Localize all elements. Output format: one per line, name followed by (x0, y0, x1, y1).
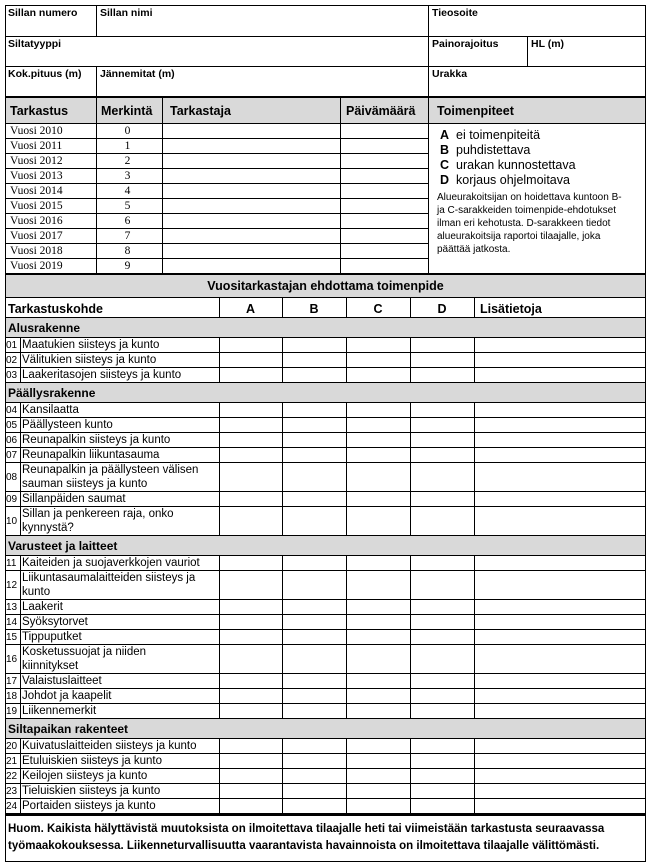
cell-lisa-input[interactable] (475, 463, 645, 491)
col-tarkastaja: Tarkastaja (170, 104, 231, 118)
proposal-title: Vuositarkastajan ehdottama toimenpide (207, 279, 444, 293)
item-number: 10 (6, 515, 18, 527)
cell-d-input[interactable] (411, 338, 474, 352)
item-number: 07 (6, 449, 18, 461)
cell-b-input[interactable] (283, 507, 346, 535)
cell-a-input[interactable] (220, 704, 282, 718)
item-text: Liikuntasaumalaitteiden siisteys ja (22, 572, 196, 584)
item-text: Reunapalkin liikuntasauma (22, 449, 160, 461)
cell-b-input[interactable] (283, 368, 346, 382)
proposal-title-line (5, 297, 646, 298)
cell-d-input[interactable] (411, 403, 474, 417)
item-num-line (20, 556, 21, 719)
item-text: Syöksytorvet (22, 616, 88, 628)
item-text: kiinnitykset (22, 660, 79, 672)
paivamaara-input[interactable] (341, 244, 428, 259)
cell-c-input[interactable] (347, 463, 410, 491)
sillan-numero-label: Sillan numero (8, 7, 78, 19)
proposal-col-line (219, 338, 220, 383)
cell-a-input[interactable] (220, 769, 282, 783)
cell-a-input[interactable] (220, 784, 282, 798)
toimenpiteet-title: Toimenpiteet (437, 104, 514, 118)
item-text: Kansilaatta (22, 404, 79, 416)
legend-item (440, 143, 530, 157)
proposal-col-line (474, 556, 475, 719)
cell-b-input[interactable] (283, 448, 346, 462)
proposal-col-line (346, 338, 347, 383)
cell-b-input[interactable] (283, 463, 346, 491)
cell-d-input[interactable] (411, 418, 474, 432)
year-label: Vuosi 2015 (10, 200, 63, 212)
item-text: Reunapalkin siisteys ja kunto (22, 434, 171, 446)
cell-d-input[interactable] (411, 448, 474, 462)
cell-c-input[interactable] (347, 403, 410, 417)
cell-lisa-input[interactable] (475, 615, 645, 629)
cell-d-input[interactable] (411, 769, 474, 783)
cell-a-input[interactable] (220, 507, 282, 535)
item-number: 15 (6, 631, 18, 643)
year-label: Vuosi 2019 (10, 260, 63, 272)
year-mark: 2 (124, 155, 131, 167)
year-mark: 6 (124, 215, 131, 227)
cell-b-input[interactable] (283, 571, 346, 599)
header-divider (5, 36, 646, 37)
item-text: Laakerit (22, 601, 63, 613)
proposal-col-line (219, 556, 220, 719)
cell-d-input[interactable] (411, 492, 474, 506)
tarkastaja-input[interactable] (163, 214, 340, 229)
paivamaara-input[interactable] (341, 229, 428, 244)
header-divider (5, 66, 646, 67)
cell-a-input[interactable] (220, 739, 282, 753)
cell-a-input[interactable] (220, 674, 282, 688)
tarkastaja-input[interactable] (163, 244, 340, 259)
item-text: Välitukien siisteys ja kunto (22, 354, 157, 366)
paivamaara-input[interactable] (341, 259, 428, 274)
legend-code: B (440, 143, 450, 157)
cell-a-input[interactable] (220, 799, 282, 813)
hl-label: HL (m) (531, 38, 565, 50)
cell-a-input[interactable] (220, 571, 282, 599)
year-label: Vuosi 2018 (10, 245, 63, 257)
cell-a-input[interactable] (220, 689, 282, 703)
proposal-col-line (219, 297, 220, 317)
cell-lisa-input[interactable] (475, 674, 645, 688)
cell-a-input[interactable] (220, 403, 282, 417)
cell-a-input[interactable] (220, 556, 282, 570)
cell-d-input[interactable] (411, 571, 474, 599)
legend-item (440, 173, 570, 187)
year-mark: 4 (124, 185, 131, 197)
item-number: 22 (6, 770, 18, 782)
item-text: Kuivatuslaitteiden siisteys ja kunto (22, 740, 197, 752)
cell-b-input[interactable] (283, 630, 346, 644)
proposal-col-line (282, 403, 283, 536)
cell-a-input[interactable] (220, 433, 282, 447)
item-number: 16 (6, 653, 18, 665)
paivamaara-input[interactable] (341, 214, 428, 229)
cell-c-input[interactable] (347, 353, 410, 367)
cell-a-input[interactable] (220, 615, 282, 629)
header-divider (527, 36, 528, 66)
year-mark: 3 (124, 170, 131, 182)
proposal-col-line (219, 739, 220, 814)
cell-b-input[interactable] (283, 689, 346, 703)
cell-d-input[interactable] (411, 689, 474, 703)
cell-lisa-input[interactable] (475, 784, 645, 798)
item-number: 12 (6, 579, 18, 591)
item-text: Maatukien siisteys ja kunto (22, 339, 160, 351)
cell-c-input[interactable] (347, 645, 410, 673)
item-number: 03 (6, 369, 18, 381)
item-number: 21 (6, 755, 18, 767)
section-header-bg (6, 318, 645, 337)
cell-lisa-input[interactable] (475, 556, 645, 570)
legend-code: C (440, 158, 450, 172)
cell-b-input[interactable] (283, 645, 346, 673)
cell-c-input[interactable] (347, 754, 410, 768)
cell-b-input[interactable] (283, 492, 346, 506)
tarkastaja-input[interactable] (163, 199, 340, 214)
cell-b-input[interactable] (283, 338, 346, 352)
item-text: Liikennemerkit (22, 705, 97, 717)
cell-b-input[interactable] (283, 418, 346, 432)
kok-pituus-label: Kok.pituus (m) (8, 68, 82, 80)
legend-text: ei toimenpiteitä (456, 128, 541, 142)
item-number: 20 (6, 740, 18, 752)
item-num-line (20, 403, 21, 536)
proposal-col-line (346, 556, 347, 719)
year-mark: 0 (124, 125, 131, 137)
cell-b-input[interactable] (283, 674, 346, 688)
paivamaara-input[interactable] (341, 199, 428, 214)
proposal-col-line (474, 739, 475, 814)
proposal-col-line (410, 403, 411, 536)
cell-d-input[interactable] (411, 799, 474, 813)
item-text: Tippuputket (22, 631, 82, 643)
item-number: 04 (6, 404, 18, 416)
cell-lisa-input[interactable] (475, 353, 645, 367)
tarkastaja-input[interactable] (163, 124, 340, 139)
col-tarkastuskohde: Tarkastuskohde (8, 302, 103, 316)
urakka-label: Urakka (432, 68, 468, 80)
header-divider (96, 5, 97, 36)
paivamaara-input[interactable] (341, 124, 428, 139)
cell-b-input[interactable] (283, 556, 346, 570)
paivamaara-input[interactable] (341, 184, 428, 199)
year-mark: 9 (124, 260, 131, 272)
item-text: Valaistuslaitteet (22, 675, 102, 687)
col-b: B (309, 302, 319, 316)
cell-c-input[interactable] (347, 492, 410, 506)
paivamaara-input[interactable] (341, 139, 428, 154)
cell-c-input[interactable] (347, 630, 410, 644)
item-number: 09 (6, 493, 18, 505)
legend-item (440, 128, 540, 142)
paivamaara-input[interactable] (341, 169, 428, 184)
cell-d-input[interactable] (411, 630, 474, 644)
cell-a-input[interactable] (220, 338, 282, 352)
section-title: Alusrakenne (8, 321, 81, 335)
cell-c-input[interactable] (347, 769, 410, 783)
cell-lisa-input[interactable] (475, 338, 645, 352)
year-mark: 5 (124, 200, 131, 212)
cell-a-input[interactable] (220, 353, 282, 367)
paivamaara-input[interactable] (341, 154, 428, 169)
item-text: Päällysteen kunto (22, 419, 113, 431)
section-header-bg (6, 383, 645, 402)
tarkastaja-input[interactable] (163, 259, 340, 274)
cell-d-input[interactable] (411, 645, 474, 673)
cell-d-input[interactable] (411, 754, 474, 768)
proposal-col-line (410, 739, 411, 814)
proposal-col-line (410, 338, 411, 383)
cell-c-input[interactable] (347, 704, 410, 718)
cell-c-input[interactable] (347, 674, 410, 688)
section-title: Siltapaikan rakenteet (8, 722, 129, 736)
cell-lisa-input[interactable] (475, 645, 645, 673)
cell-b-input[interactable] (283, 799, 346, 813)
siltatyyppi-label: Siltatyyppi (8, 38, 62, 50)
item-text: kynnystä? (22, 522, 74, 534)
cell-a-input[interactable] (220, 645, 282, 673)
item-text: Kosketussuojat ja niiden (22, 646, 147, 658)
item-text: Etuluiskien siisteys ja kunto (22, 755, 162, 767)
item-number: 06 (6, 434, 18, 446)
item-text: Reunapalkin ja päällysteen välisen (22, 464, 199, 476)
cell-lisa-input[interactable] (475, 418, 645, 432)
footer-line: työmaakokouksessa. Liikenneturvallisuutta vaarantavista havainnoista on ilmoitettava tilaajalle välittömästi. (8, 840, 600, 852)
proposal-col-line (282, 739, 283, 814)
item-text: Sillanpäiden saumat (22, 493, 126, 505)
cell-lisa-input[interactable] (475, 433, 645, 447)
col-tarkastus: Tarkastus (10, 104, 69, 118)
tarkastaja-input[interactable] (163, 169, 340, 184)
item-num-line (20, 338, 21, 383)
legend-note-line: Alueurakoitsijan on hoidettava kuntoon B- (437, 192, 622, 203)
proposal-col-line (474, 338, 475, 383)
tarkastaja-input[interactable] (163, 139, 340, 154)
proposal-col-line (282, 556, 283, 719)
col-lisatietoja: Lisätietoja (480, 302, 542, 316)
cell-a-input[interactable] (220, 492, 282, 506)
item-text: Laakeritasojen siisteys ja kunto (22, 369, 182, 381)
cell-b-input[interactable] (283, 754, 346, 768)
col-a: A (245, 302, 256, 316)
cell-d-input[interactable] (411, 600, 474, 614)
cell-b-input[interactable] (283, 433, 346, 447)
cell-lisa-input[interactable] (475, 769, 645, 783)
painorajoitus-label: Painorajoitus (432, 38, 499, 50)
cell-d-input[interactable] (411, 463, 474, 491)
cell-d-input[interactable] (411, 784, 474, 798)
proposal-col-line (346, 739, 347, 814)
cell-b-input[interactable] (283, 739, 346, 753)
legend-code: D (440, 173, 450, 187)
legend-note-line: päättää jatkosta. (437, 244, 511, 255)
year-label: Vuosi 2010 (10, 125, 63, 137)
item-number: 11 (6, 557, 17, 569)
inspection-col-line (428, 97, 429, 273)
header-divider (96, 66, 97, 96)
cell-lisa-input[interactable] (475, 368, 645, 382)
cell-d-input[interactable] (411, 556, 474, 570)
tarkastaja-input[interactable] (163, 184, 340, 199)
item-number: 24 (6, 800, 18, 812)
cell-lisa-input[interactable] (475, 704, 645, 718)
cell-d-input[interactable] (411, 353, 474, 367)
item-text: Kaiteiden ja suojaverkkojen vauriot (22, 557, 200, 569)
cell-c-input[interactable] (347, 556, 410, 570)
cell-b-input[interactable] (283, 403, 346, 417)
cell-lisa-input[interactable] (475, 571, 645, 599)
cell-lisa-input[interactable] (475, 739, 645, 753)
cell-a-input[interactable] (220, 754, 282, 768)
footer-line: Huom. Kaikista hälyttävistä muutoksista on ilmoitettava tilaajalle heti tai viimeistään tarkastusta seuraavassa (8, 823, 605, 835)
cell-b-input[interactable] (283, 615, 346, 629)
item-number: 23 (6, 785, 18, 797)
year-label: Vuosi 2017 (10, 230, 63, 242)
cell-b-input[interactable] (283, 600, 346, 614)
legend-text: korjaus ohjelmoitava (456, 173, 570, 187)
cell-c-input[interactable] (347, 571, 410, 599)
legend-item (440, 158, 576, 172)
year-label: Vuosi 2012 (10, 155, 63, 167)
cell-lisa-input[interactable] (475, 507, 645, 535)
cell-b-input[interactable] (283, 704, 346, 718)
cell-c-input[interactable] (347, 338, 410, 352)
item-num-line (20, 739, 21, 814)
proposal-col-line (282, 297, 283, 317)
cell-a-input[interactable] (220, 630, 282, 644)
year-label: Vuosi 2011 (10, 140, 63, 152)
proposal-col-line (474, 297, 475, 317)
proposal-col-line (282, 338, 283, 383)
cell-b-input[interactable] (283, 353, 346, 367)
item-number: 02 (6, 354, 18, 366)
item-number: 14 (6, 616, 18, 628)
item-text: Johdot ja kaapelit (22, 690, 112, 702)
item-number: 08 (6, 471, 18, 483)
item-number: 19 (6, 705, 18, 717)
cell-d-input[interactable] (411, 674, 474, 688)
item-text: Sillan ja penkereen raja, onko (22, 508, 174, 520)
section-title: Päällysrakenne (8, 386, 96, 400)
cell-lisa-input[interactable] (475, 600, 645, 614)
cell-c-input[interactable] (347, 368, 410, 382)
sillan-nimi-label: Sillan nimi (100, 7, 153, 19)
col-merkinta: Merkintä (101, 104, 153, 118)
cell-c-input[interactable] (347, 507, 410, 535)
cell-lisa-input[interactable] (475, 799, 645, 813)
cell-lisa-input[interactable] (475, 630, 645, 644)
cell-c-input[interactable] (347, 784, 410, 798)
section-title: Varusteet ja laitteet (8, 539, 118, 553)
cell-a-input[interactable] (220, 448, 282, 462)
cell-a-input[interactable] (220, 463, 282, 491)
tarkastaja-input[interactable] (163, 229, 340, 244)
cell-d-input[interactable] (411, 433, 474, 447)
cell-lisa-input[interactable] (475, 492, 645, 506)
year-label: Vuosi 2014 (10, 185, 63, 197)
item-text: Keilojen siisteys ja kunto (22, 770, 148, 782)
year-mark: 1 (124, 140, 131, 152)
proposal-col-line (346, 403, 347, 536)
legend-code: A (440, 128, 450, 142)
cell-d-input[interactable] (411, 507, 474, 535)
inspection-top-line (5, 96, 646, 98)
cell-lisa-input[interactable] (475, 448, 645, 462)
legend-note-line: ilman eri kehotusta. D-sarakkeen tiedot (437, 218, 611, 229)
tieosoite-label: Tieosoite (432, 7, 478, 19)
item-number: 01 (6, 339, 18, 351)
proposal-col-line (410, 556, 411, 719)
legend-text: urakan kunnostettava (456, 158, 576, 172)
cell-a-input[interactable] (220, 368, 282, 382)
cell-c-input[interactable] (347, 689, 410, 703)
col-c: C (373, 302, 383, 316)
cell-c-input[interactable] (347, 600, 410, 614)
proposal-col-line (410, 297, 411, 317)
legend-note-line: alueurakoitsija raportoi tilaajalle, joka (437, 231, 601, 242)
item-number: 13 (6, 601, 18, 613)
tarkastaja-input[interactable] (163, 154, 340, 169)
cell-b-input[interactable] (283, 784, 346, 798)
cell-d-input[interactable] (411, 704, 474, 718)
cell-c-input[interactable] (347, 433, 410, 447)
cell-lisa-input[interactable] (475, 403, 645, 417)
header-divider (428, 5, 429, 96)
item-text: kunto (22, 586, 51, 598)
legend-note-line: ja C-sarakkeiden toimenpide-ehdotukset (437, 205, 616, 216)
year-mark: 8 (124, 245, 131, 257)
cell-c-input[interactable] (347, 615, 410, 629)
col-paivamaara: Päivämäärä (346, 104, 416, 118)
legend-text: puhdistettava (456, 143, 531, 157)
proposal-col-line (346, 297, 347, 317)
cell-c-input[interactable] (347, 418, 410, 432)
cell-d-input[interactable] (411, 739, 474, 753)
cell-a-input[interactable] (220, 418, 282, 432)
cell-d-input[interactable] (411, 368, 474, 382)
cell-c-input[interactable] (347, 799, 410, 813)
cell-c-input[interactable] (347, 448, 410, 462)
cell-lisa-input[interactable] (475, 754, 645, 768)
year-mark: 7 (124, 230, 131, 242)
cell-lisa-input[interactable] (475, 689, 645, 703)
proposal-col-line (474, 403, 475, 536)
year-label: Vuosi 2016 (10, 215, 63, 227)
cell-c-input[interactable] (347, 739, 410, 753)
jannemitat-label: Jännemitat (m) (100, 68, 175, 80)
cell-b-input[interactable] (283, 769, 346, 783)
item-text: Tieluiskien siisteys ja kunto (22, 785, 161, 797)
year-label: Vuosi 2013 (10, 170, 63, 182)
item-number: 17 (6, 675, 18, 687)
item-text: sauman siisteys ja kunto (22, 478, 148, 490)
cell-a-input[interactable] (220, 600, 282, 614)
col-d: D (437, 302, 447, 316)
item-text: Portaiden siisteys ja kunto (22, 800, 156, 812)
item-number: 18 (6, 690, 18, 702)
proposal-col-line (219, 403, 220, 536)
item-number: 05 (6, 419, 18, 431)
footer-top-line (5, 814, 646, 816)
cell-d-input[interactable] (411, 615, 474, 629)
